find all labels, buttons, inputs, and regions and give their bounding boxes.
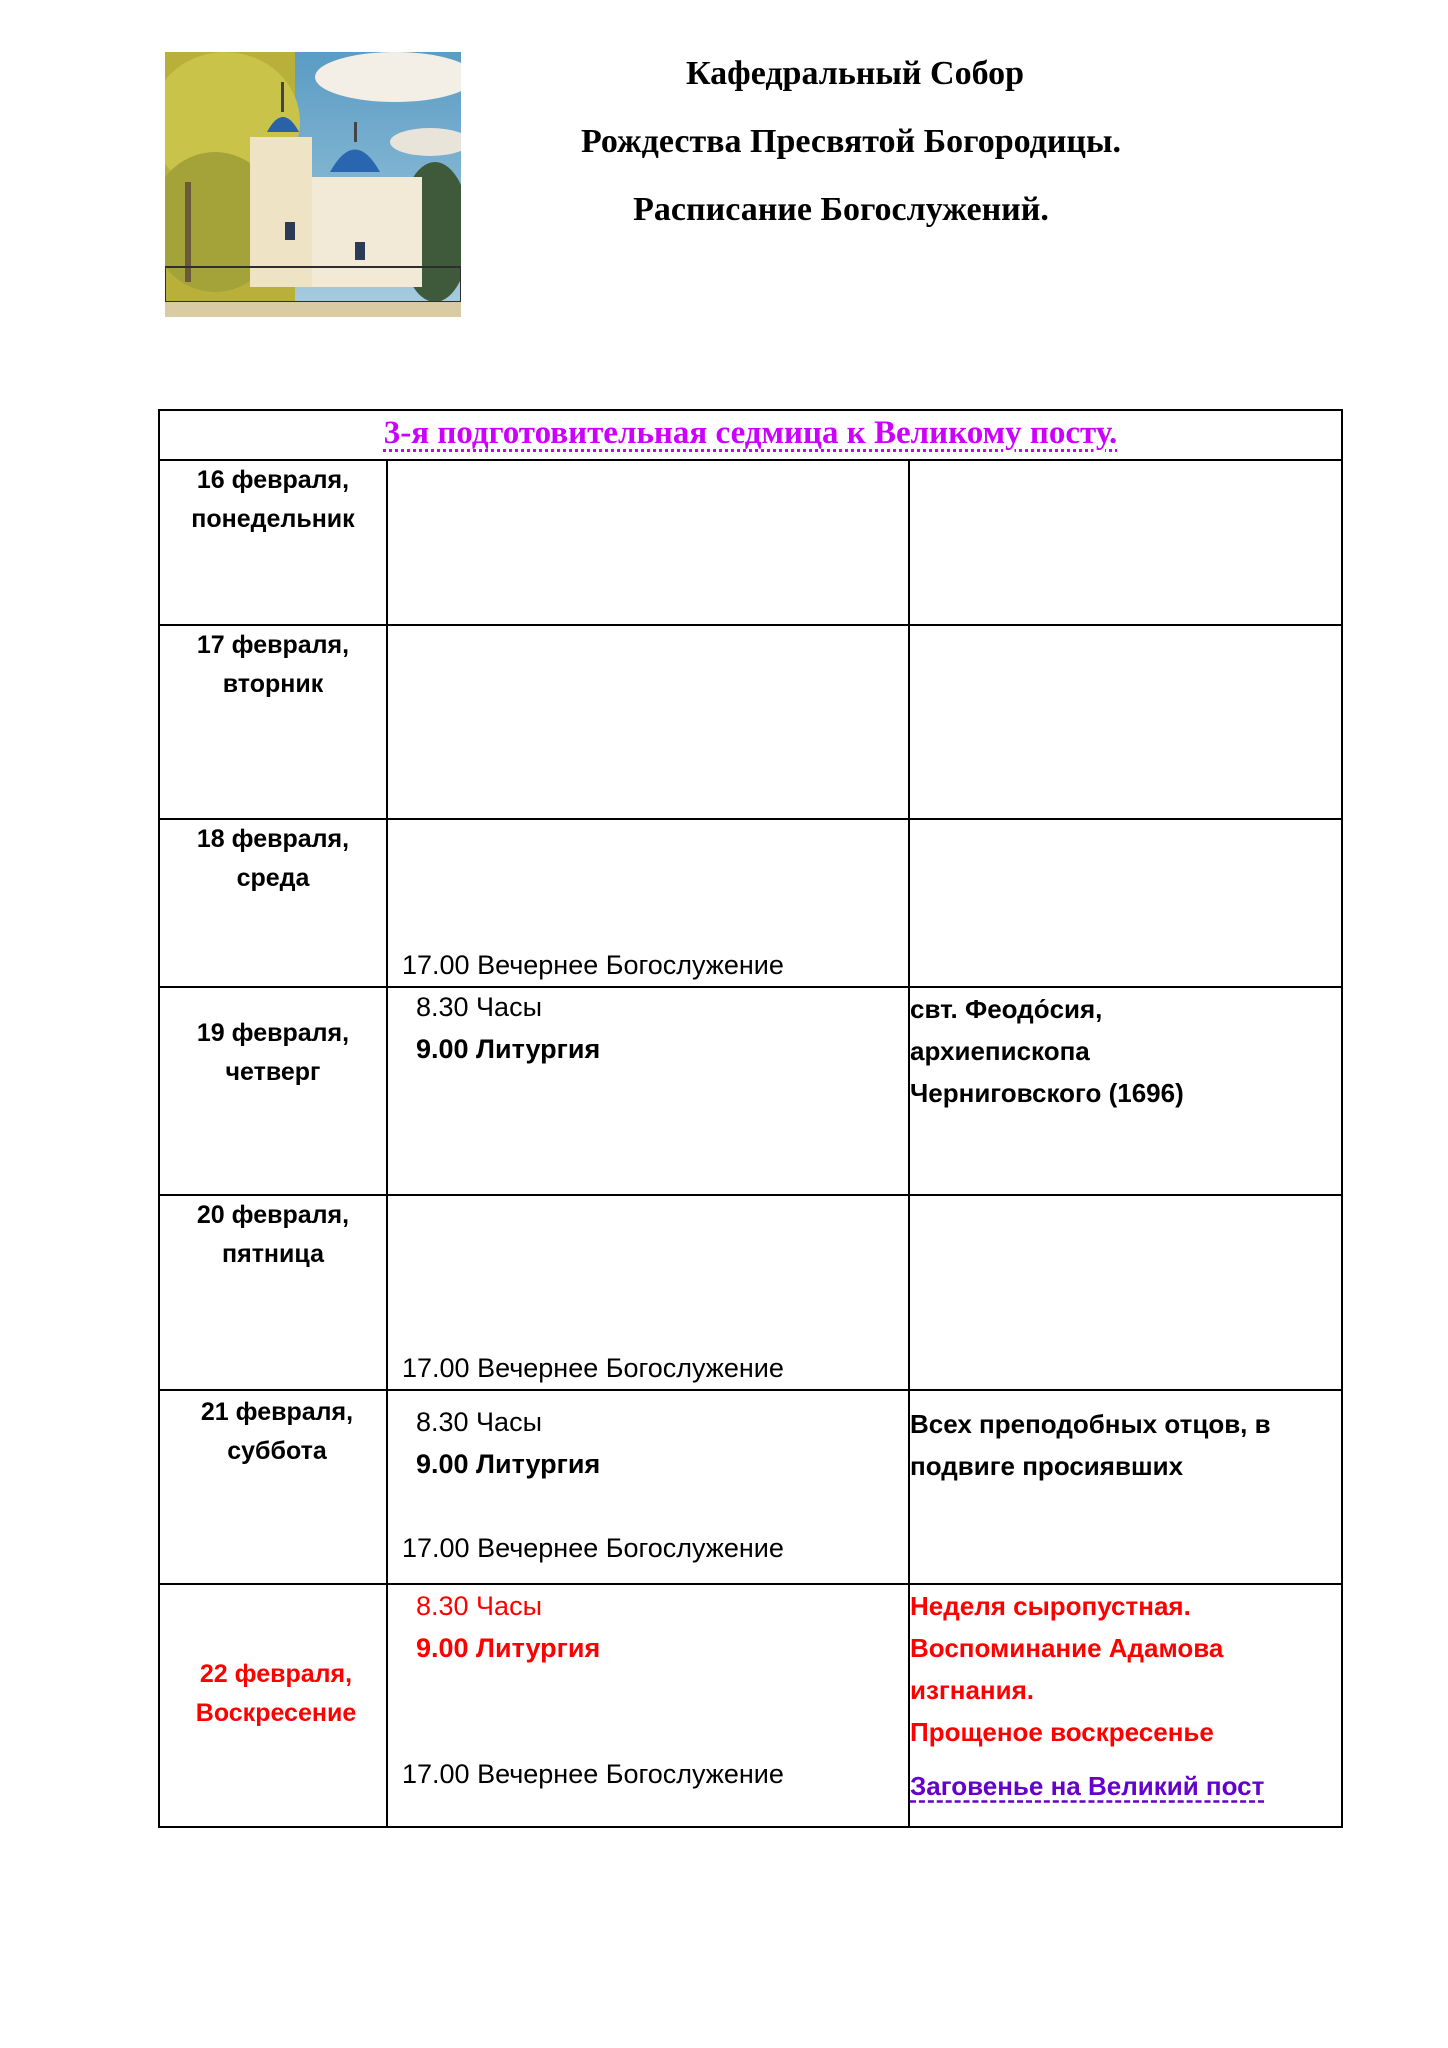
liturgy-service: 9.00 Литургия [416,1449,601,1479]
evening-service: 17.00 Вечернее Богослужение [402,1759,784,1789]
note-cell [909,625,1342,819]
schedule-table [158,409,1343,1828]
note-cell [909,1195,1342,1390]
header-line-2: Рождества Пресвятой Богородицы. [580,123,1122,160]
note-cell [909,1584,1342,1827]
hours-service: 8.30 Часы [416,1407,542,1437]
weekday: вторник [222,670,324,698]
saint-note-line: архиепископа [910,1036,1090,1066]
feast-note-line: Воспоминание Адамова [910,1633,1224,1663]
date: 20 февраля, [196,1201,350,1229]
hours-service: 8.30 Часы [416,992,542,1022]
hours-service: 8.30 Часы [416,1591,542,1621]
note-cell [909,987,1342,1195]
date: 16 февраля, [196,466,350,494]
services-cell [387,625,909,819]
weekday: четверг [225,1058,321,1086]
feast-note-line: Прощеное воскресенье [910,1717,1214,1747]
liturgy-service: 9.00 Литургия [416,1633,601,1663]
services-cell [387,1390,909,1584]
header-line-3: Расписание Богослужений. [633,191,1049,228]
weekday: суббота [227,1437,327,1465]
note-cell [909,819,1342,987]
table-row [159,1195,1342,1390]
services-cell [387,1584,909,1827]
evening-service: 17.00 Вечернее Богослужение [402,950,784,980]
weekday: пятница [222,1240,324,1268]
table-row [159,1584,1342,1827]
cathedral-photo [165,52,461,317]
liturgy-service: 9.00 Литургия [416,1034,601,1064]
weekday: среда [236,864,310,892]
table-row [159,625,1342,819]
saint-note-line: подвиге просиявших [910,1451,1184,1481]
weekday: понедельник [191,505,355,533]
table-header-row [159,410,1342,460]
date: 21 февраля, [200,1398,354,1426]
date: 18 февраля, [196,825,350,853]
table-row [159,460,1342,625]
saint-note-line: Черниговского (1696) [910,1078,1184,1108]
header-line-1: Кафедральный Собор [685,55,1025,92]
table-row [159,1390,1342,1584]
saint-note-line: свт. Феодо́сия, [910,994,1103,1024]
weekday: Воскресение [195,1699,357,1727]
note-cell [909,1390,1342,1584]
note-cell [909,460,1342,625]
date: 17 февраля, [196,631,350,659]
services-cell [387,819,909,987]
feast-note-line: изгнания. [910,1675,1034,1705]
evening-service: 17.00 Вечернее Богослужение [402,1353,784,1383]
saint-note-line: Всех преподобных отцов, в [910,1409,1271,1439]
services-cell [387,1195,909,1390]
services-cell [387,460,909,625]
date: 22 февраля, [199,1660,353,1688]
evening-service: 17.00 Вечернее Богослужение [402,1533,784,1563]
table-row [159,987,1342,1195]
feast-note-line: Неделя сыропустная. [910,1591,1191,1621]
date: 19 февраля, [196,1019,350,1047]
week-title: 3-я подготовительная седмица к Великому посту. [383,415,1118,451]
lent-eve-link[interactable]: Заговенье на Великий пост [910,1771,1265,1801]
table-row [159,819,1342,987]
services-cell [387,987,909,1195]
